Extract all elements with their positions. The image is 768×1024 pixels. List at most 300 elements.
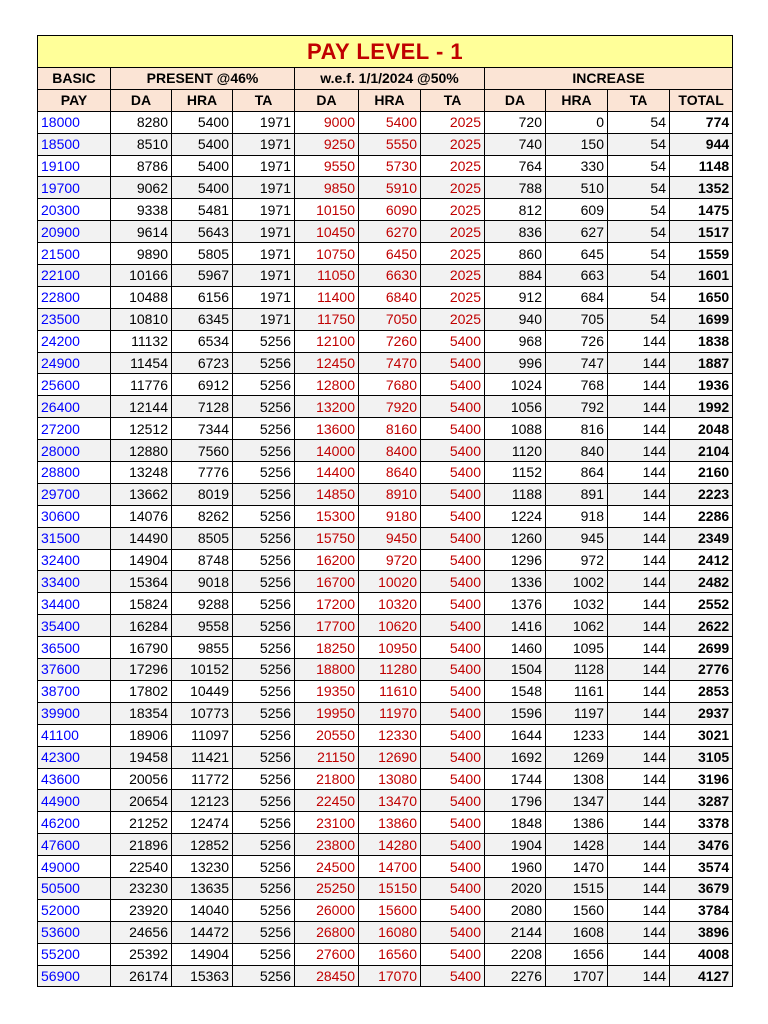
present-ta-cell: 5256 [233,374,295,396]
present-hra-cell: 7560 [172,440,233,462]
increase-total-cell: 774 [670,111,733,133]
present-ta-cell: 5256 [233,527,295,549]
present-da-cell: 13662 [111,483,172,505]
present-hra-cell: 10773 [172,702,233,724]
revised-da-cell: 27600 [295,943,359,965]
basic-pay-cell: 28000 [38,440,111,462]
basic-pay-cell: 18000 [38,111,111,133]
increase-da-cell: 1088 [485,418,546,440]
present-ta-cell: 5256 [233,352,295,374]
increase-da-cell: 2080 [485,899,546,921]
revised-hra-cell: 7470 [359,352,421,374]
revised-da-cell: 21150 [295,746,359,768]
increase-da-cell: 1904 [485,834,546,856]
present-ta-cell: 5256 [233,680,295,702]
increase-da-cell: 940 [485,308,546,330]
revised-ta-cell: 2025 [421,133,485,155]
present-ta-cell: 1971 [233,308,295,330]
table-row [38,943,733,965]
increase-total-cell: 2552 [670,593,733,615]
present-ta-cell: 1971 [233,199,295,221]
increase-da-cell: 720 [485,111,546,133]
present-ta-cell: 5256 [233,790,295,812]
present-ta-cell: 1971 [233,177,295,199]
increase-hra-cell: 1161 [546,680,608,702]
present-da-cell: 14490 [111,527,172,549]
present-hra-cell: 7128 [172,396,233,418]
revised-hra-cell: 5730 [359,155,421,177]
present-hra-cell: 6912 [172,374,233,396]
increase-total-cell: 1517 [670,221,733,243]
present-hra-cell: 11421 [172,746,233,768]
increase-ta-cell: 144 [608,790,670,812]
revised-hra-cell: 10620 [359,615,421,637]
revised-da-cell: 18250 [295,637,359,659]
increase-hra-cell: 627 [546,221,608,243]
table-row [38,790,733,812]
present-ta-cell: 1971 [233,286,295,308]
present-da-cell: 8510 [111,133,172,155]
increase-total-cell: 2776 [670,659,733,681]
present-hra-cell: 5481 [172,199,233,221]
increase-total-cell: 3574 [670,856,733,878]
page-title: PAY LEVEL - 1 [38,36,733,68]
revised-hra-cell: 8910 [359,483,421,505]
present-ta-cell: 1971 [233,265,295,287]
revised-ta-cell: 2025 [421,199,485,221]
revised-hra-cell: 7050 [359,308,421,330]
increase-hra-cell: 972 [546,549,608,571]
increase-da-cell: 1460 [485,637,546,659]
revised-ta-cell: 5400 [421,921,485,943]
present-hra-cell: 6345 [172,308,233,330]
present-da-cell: 16284 [111,615,172,637]
present-hra-cell: 9288 [172,593,233,615]
present-da-cell: 16790 [111,637,172,659]
present-da-cell: 9062 [111,177,172,199]
revised-ta-cell: 5400 [421,724,485,746]
revised-hra-cell: 6840 [359,286,421,308]
revised-hra-cell: 9180 [359,505,421,527]
increase-hra-cell: 0 [546,111,608,133]
table-row [38,549,733,571]
revised-ta-cell: 2025 [421,308,485,330]
table-row [38,286,733,308]
increase-ta-cell: 144 [608,462,670,484]
increase-ta-cell: 54 [608,286,670,308]
increase-hra-cell: 1062 [546,615,608,637]
increase-ta-cell: 54 [608,133,670,155]
increase-ta-cell: 144 [608,483,670,505]
present-hra-cell: 9558 [172,615,233,637]
present-ta-cell: 5256 [233,877,295,899]
present-ta-cell: 5256 [233,637,295,659]
increase-da-cell: 1796 [485,790,546,812]
present-hra-cell: 10152 [172,659,233,681]
revised-da-cell: 16200 [295,549,359,571]
revised-da-cell: 13600 [295,418,359,440]
table-row [38,746,733,768]
revised-da-cell: 10150 [295,199,359,221]
present-da-cell: 9338 [111,199,172,221]
present-da-cell: 23230 [111,877,172,899]
revised-ta-cell: 5400 [421,483,485,505]
revised-hra-cell: 7680 [359,374,421,396]
revised-hra-cell: 15600 [359,899,421,921]
present-ta-cell: 5256 [233,965,295,987]
revised-hra-cell: 13080 [359,768,421,790]
present-ta-cell: 5256 [233,746,295,768]
revised-da-cell: 15300 [295,505,359,527]
revised-ta-cell: 2025 [421,221,485,243]
revised-hra-cell: 13470 [359,790,421,812]
revised-hra-cell: 14280 [359,834,421,856]
revised-da-cell: 25250 [295,877,359,899]
increase-total-cell: 1559 [670,243,733,265]
increase-da-cell: 2208 [485,943,546,965]
revised-ta-cell: 5400 [421,680,485,702]
increase-total-cell: 1601 [670,265,733,287]
table-row [38,155,733,177]
increase-ta-cell: 144 [608,352,670,374]
revised-ta-cell: 5400 [421,505,485,527]
increase-header: INCREASE [485,68,733,90]
increase-total-cell: 3287 [670,790,733,812]
present-hra-cell: 8748 [172,549,233,571]
revised-ta-cell: 5400 [421,812,485,834]
revised-hra-cell: 6090 [359,199,421,221]
pay-level-table [37,35,733,987]
present-da-cell: 26174 [111,965,172,987]
increase-hra-cell: 1428 [546,834,608,856]
present-da-cell: 22540 [111,856,172,878]
revised-da-cell: 24500 [295,856,359,878]
increase-da-cell: 912 [485,286,546,308]
table-row [38,877,733,899]
increase-ta-cell: 54 [608,111,670,133]
revised-da-cell: 17700 [295,615,359,637]
present-da-cell: 21896 [111,834,172,856]
increase-da-cell: 1692 [485,746,546,768]
increase-da-cell: 884 [485,265,546,287]
increase-total-cell: 2482 [670,571,733,593]
revised-da-cell: 23100 [295,812,359,834]
increase-da-header: DA [485,89,546,111]
increase-hra-cell: 663 [546,265,608,287]
revised-ta-cell: 5400 [421,790,485,812]
increase-ta-cell: 144 [608,812,670,834]
increase-hra-cell: 1002 [546,571,608,593]
table-row [38,177,733,199]
revised-ta-cell: 5400 [421,418,485,440]
basic-pay-cell: 32400 [38,549,111,571]
revised-da-cell: 9550 [295,155,359,177]
present-ta-cell: 5256 [233,549,295,571]
revised-hra-cell: 8160 [359,418,421,440]
revised-ta-cell: 5400 [421,834,485,856]
present-da-cell: 8786 [111,155,172,177]
present-hra-cell: 6156 [172,286,233,308]
increase-hra-cell: 609 [546,199,608,221]
present-ta-cell: 5256 [233,505,295,527]
basic-pay-cell: 35400 [38,615,111,637]
increase-da-cell: 1504 [485,659,546,681]
increase-ta-cell: 144 [608,746,670,768]
revised-da-cell: 14400 [295,462,359,484]
basic-pay-cell: 26400 [38,396,111,418]
present-da-cell: 11776 [111,374,172,396]
present-hra-cell: 14904 [172,943,233,965]
increase-total-cell: 2349 [670,527,733,549]
revised-hra-cell: 9450 [359,527,421,549]
revised-hra-cell: 10020 [359,571,421,593]
increase-hra-cell: 1386 [546,812,608,834]
increase-ta-cell: 144 [608,527,670,549]
revised-ta-cell: 2025 [421,111,485,133]
present-ta-cell: 1971 [233,243,295,265]
increase-da-cell: 764 [485,155,546,177]
present-da-cell: 14076 [111,505,172,527]
revised-hra-cell: 17070 [359,965,421,987]
present-ta-cell: 5256 [233,812,295,834]
increase-total-cell: 3896 [670,921,733,943]
increase-da-cell: 1744 [485,768,546,790]
increase-ta-cell: 144 [608,724,670,746]
basic-pay-cell: 27200 [38,418,111,440]
increase-ta-cell: 54 [608,221,670,243]
revised-hra-cell: 11970 [359,702,421,724]
present-ta-cell: 5256 [233,943,295,965]
present-da-cell: 15364 [111,571,172,593]
table-body [38,111,733,987]
present-da-cell: 12880 [111,440,172,462]
basic-pay-cell: 52000 [38,899,111,921]
increase-total-header: TOTAL [670,89,733,111]
present-hra-cell: 13230 [172,856,233,878]
revised-ta-cell: 5400 [421,637,485,659]
table-row [38,527,733,549]
revised-da-cell: 9850 [295,177,359,199]
basic-pay-cell: 42300 [38,746,111,768]
table-row [38,352,733,374]
revised-hra-cell: 10320 [359,593,421,615]
increase-total-cell: 1992 [670,396,733,418]
increase-total-cell: 2699 [670,637,733,659]
revised-ta-cell: 5400 [421,659,485,681]
increase-hra-cell: 1269 [546,746,608,768]
table-row [38,615,733,637]
basic-pay-cell: 31500 [38,527,111,549]
increase-da-cell: 812 [485,199,546,221]
increase-da-cell: 1296 [485,549,546,571]
increase-ta-cell: 144 [608,549,670,571]
revised-hra-cell: 10950 [359,637,421,659]
revised-da-cell: 22450 [295,790,359,812]
increase-ta-cell: 144 [608,593,670,615]
table-row [38,440,733,462]
table-row [38,221,733,243]
revised-ta-cell: 5400 [421,571,485,593]
basic-pay-cell: 23500 [38,308,111,330]
present-ta-cell: 5256 [233,462,295,484]
table-row [38,921,733,943]
revised-da-cell: 16700 [295,571,359,593]
revised-ta-header: TA [421,89,485,111]
basic-pay-cell: 22800 [38,286,111,308]
present-da-cell: 11454 [111,352,172,374]
table-row [38,680,733,702]
increase-ta-cell: 144 [608,396,670,418]
present-da-cell: 10166 [111,265,172,287]
increase-da-cell: 1056 [485,396,546,418]
revised-ta-cell: 2025 [421,243,485,265]
increase-total-cell: 3378 [670,812,733,834]
present-hra-cell: 10449 [172,680,233,702]
increase-total-cell: 3105 [670,746,733,768]
present-header: PRESENT @46% [111,68,295,90]
increase-da-cell: 860 [485,243,546,265]
increase-ta-cell: 144 [608,877,670,899]
table-row [38,856,733,878]
basic-pay-cell: 55200 [38,943,111,965]
present-da-cell: 14904 [111,549,172,571]
basic-pay-cell: 19700 [38,177,111,199]
increase-total-cell: 3784 [670,899,733,921]
table-row [38,462,733,484]
increase-da-cell: 1548 [485,680,546,702]
basic-pay-cell: 24200 [38,330,111,352]
revised-da-cell: 17200 [295,593,359,615]
revised-da-cell: 11050 [295,265,359,287]
present-hra-cell: 14040 [172,899,233,921]
present-hra-cell: 7776 [172,462,233,484]
present-hra-cell: 5805 [172,243,233,265]
basic-pay-cell: 37600 [38,659,111,681]
increase-ta-header: TA [608,89,670,111]
revised-ta-cell: 5400 [421,374,485,396]
increase-da-cell: 996 [485,352,546,374]
table-row [38,265,733,287]
basic-pay-cell: 44900 [38,790,111,812]
increase-da-cell: 1848 [485,812,546,834]
revised-hra-cell: 9720 [359,549,421,571]
present-hra-cell: 5967 [172,265,233,287]
revised-da-cell: 11750 [295,308,359,330]
increase-da-cell: 788 [485,177,546,199]
increase-hra-cell: 816 [546,418,608,440]
present-ta-cell: 5256 [233,659,295,681]
revised-da-cell: 18800 [295,659,359,681]
increase-total-cell: 3196 [670,768,733,790]
table-row [38,637,733,659]
increase-ta-cell: 144 [608,505,670,527]
present-hra-cell: 8019 [172,483,233,505]
present-hra-cell: 8505 [172,527,233,549]
revised-da-cell: 19350 [295,680,359,702]
present-ta-cell: 5256 [233,702,295,724]
present-da-cell: 20056 [111,768,172,790]
increase-ta-cell: 144 [608,965,670,987]
increase-hra-cell: 840 [546,440,608,462]
increase-da-cell: 1152 [485,462,546,484]
increase-hra-cell: 1233 [546,724,608,746]
present-ta-cell: 5256 [233,483,295,505]
revised-da-cell: 23800 [295,834,359,856]
increase-da-cell: 1376 [485,593,546,615]
increase-ta-cell: 144 [608,921,670,943]
basic-pay-cell: 21500 [38,243,111,265]
present-ta-cell: 1971 [233,155,295,177]
increase-ta-cell: 144 [608,418,670,440]
revised-da-cell: 14850 [295,483,359,505]
increase-total-cell: 2937 [670,702,733,724]
present-da-cell: 18354 [111,702,172,724]
increase-ta-cell: 54 [608,177,670,199]
revised-hra-cell: 12690 [359,746,421,768]
increase-da-cell: 1224 [485,505,546,527]
present-da-cell: 13248 [111,462,172,484]
increase-total-cell: 2160 [670,462,733,484]
present-da-cell: 9890 [111,243,172,265]
increase-hra-cell: 1560 [546,899,608,921]
increase-ta-cell: 144 [608,440,670,462]
revised-da-cell: 26000 [295,899,359,921]
increase-total-cell: 2048 [670,418,733,440]
revised-ta-cell: 5400 [421,396,485,418]
revised-hra-cell: 5400 [359,111,421,133]
revised-hra-cell: 16560 [359,943,421,965]
increase-hra-cell: 510 [546,177,608,199]
increase-da-cell: 1960 [485,856,546,878]
revised-ta-cell: 5400 [421,593,485,615]
revised-ta-cell: 5400 [421,549,485,571]
revised-ta-cell: 5400 [421,330,485,352]
revised-da-cell: 12800 [295,374,359,396]
increase-hra-cell: 1197 [546,702,608,724]
present-da-cell: 24656 [111,921,172,943]
increase-total-cell: 2104 [670,440,733,462]
increase-ta-cell: 54 [608,199,670,221]
increase-da-cell: 1120 [485,440,546,462]
present-da-cell: 15824 [111,593,172,615]
increase-hra-cell: 891 [546,483,608,505]
table-row [38,133,733,155]
increase-total-cell: 3476 [670,834,733,856]
revised-da-cell: 28450 [295,965,359,987]
increase-da-cell: 740 [485,133,546,155]
present-da-cell: 11132 [111,330,172,352]
increase-da-cell: 1260 [485,527,546,549]
basic-pay-cell: 47600 [38,834,111,856]
increase-hra-cell: 726 [546,330,608,352]
present-da-cell: 25392 [111,943,172,965]
increase-hra-cell: 705 [546,308,608,330]
basic-header-line1: BASIC [38,68,111,90]
revised-ta-cell: 5400 [421,768,485,790]
revised-da-cell: 9250 [295,133,359,155]
revised-ta-cell: 5400 [421,965,485,987]
increase-ta-cell: 144 [608,330,670,352]
increase-total-cell: 1475 [670,199,733,221]
revised-hra-cell: 16080 [359,921,421,943]
increase-hra-cell: 1347 [546,790,608,812]
increase-hra-cell: 768 [546,374,608,396]
basic-pay-cell: 53600 [38,921,111,943]
revised-hra-cell: 11280 [359,659,421,681]
increase-hra-cell: 747 [546,352,608,374]
revised-ta-cell: 5400 [421,527,485,549]
revised-ta-cell: 5400 [421,899,485,921]
